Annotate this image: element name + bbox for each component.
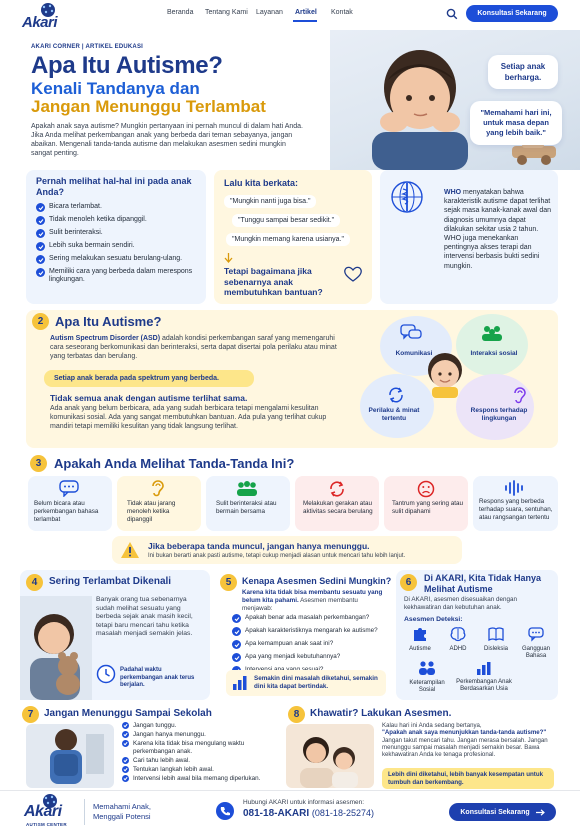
list-item-label: Apakah benar ada masalah perkembangan?: [245, 614, 370, 621]
section8-p1: Kalau hari ini Anda sedang bertanya,: [382, 722, 482, 729]
list-item-label: Apa yang menjadi kebutuhannya?: [245, 653, 341, 660]
assessment-item: [478, 626, 514, 652]
puzzle-icon: [412, 626, 428, 642]
check-icon: [122, 722, 129, 729]
check-icon: [36, 242, 45, 251]
list-item: [232, 640, 387, 649]
section8-body: [382, 722, 554, 758]
page-subtitle-1: Kenali Tandanya dan: [31, 79, 200, 98]
list-item-label: Cari tahu lebih awal.: [133, 756, 191, 764]
hero-bubble-precious: Setiap anak berharga.: [488, 55, 558, 89]
child-illustration: [350, 36, 490, 170]
check-icon: [36, 255, 45, 264]
check-icon: [36, 229, 45, 238]
nav-consult-button[interactable]: [466, 5, 558, 22]
list-item-label: Memiliki cara yang berbeda dalam merespons lingkungan.: [49, 268, 193, 283]
top-nav: [0, 0, 580, 30]
list-item: [36, 216, 201, 225]
section-5: [214, 570, 392, 700]
list-item: [36, 203, 201, 212]
section7-list: [122, 722, 278, 785]
signs-card: [26, 170, 206, 304]
footer-phone-number: 081-18-AKARI: [243, 808, 310, 819]
sign-label: Belum bicara atau perkembangan bahasa terlambat: [34, 500, 99, 523]
search-icon[interactable]: [446, 8, 458, 20]
list-item: [122, 722, 278, 729]
list-item: [122, 740, 278, 754]
phone-icon: [220, 806, 230, 816]
section5-lead-rest: Asesmen membantu menjawab:: [242, 596, 358, 612]
list-item: [232, 627, 387, 636]
check-icon: [232, 614, 241, 623]
section5-lead: [242, 589, 387, 612]
who-logo-icon: [390, 180, 424, 214]
list-item: [122, 766, 278, 773]
section-title: Di AKARI, Kita Tidak Hanya Melihat Autisme: [424, 573, 542, 594]
hero-eyebrow: AKARI CORNER | ARTIKEL EDUKASI: [31, 44, 144, 50]
footer-phone-alt: (081-18-25274): [311, 808, 374, 818]
repeat-icon: [387, 386, 405, 404]
nav-link-layanan[interactable]: Layanan: [256, 9, 283, 16]
nav-consult-label: Konsultasi Sekarang: [477, 10, 547, 17]
footer-consult-label: Konsultasi Sekarang: [460, 808, 530, 816]
sign-tile: [117, 476, 201, 531]
who-card: [380, 170, 558, 304]
list-item: [36, 268, 201, 284]
check-icon: [122, 766, 129, 773]
brain-icon: [450, 626, 466, 642]
page-subtitle-2: Jangan Menunggu Terlambat: [31, 97, 266, 116]
assessment-item: [454, 660, 514, 693]
section5-lead-bold: Karena kita tidak bisa membantu sesuatu yang belum kita pahami.: [242, 589, 383, 604]
warning-icon: [120, 541, 140, 559]
ear-icon: [512, 386, 528, 404]
list-item-label: Tentukan langkah lebih awal.: [133, 766, 214, 774]
section5-note-box: [226, 670, 386, 696]
assessment-label: Keterampilan Sosial: [409, 680, 445, 693]
asd-definition: [50, 334, 340, 361]
assessment-item: [516, 626, 556, 660]
assessment-item: [402, 626, 438, 652]
list-item: [36, 229, 201, 238]
assessment-label: ADHD: [449, 646, 467, 652]
footer-brand-sub: AUTISM CENTER: [26, 822, 67, 827]
list-item: [122, 757, 278, 764]
list-item: [232, 653, 387, 662]
clock-icon: [96, 664, 116, 684]
check-icon: [36, 268, 45, 277]
assessment-label: Disleksia: [483, 646, 508, 652]
spectrum-highlight: Setiap anak berada pada spektrum yang berbeda.: [44, 370, 254, 387]
section-title: Sering Terlambat Dikenali: [49, 576, 172, 587]
circle-label: Interaksi sosial: [470, 350, 518, 357]
section-number: 8: [288, 706, 305, 723]
list-item: [232, 614, 387, 623]
list-item-label: Bicara terlambat.: [49, 203, 102, 210]
circle-label: Respons terhadap lingkungan: [470, 407, 528, 422]
nav-link-tentang[interactable]: Tentang Kami: [205, 9, 248, 16]
nav-link-beranda[interactable]: Beranda: [167, 9, 194, 16]
section-number: 7: [22, 706, 39, 723]
quote-item: "Mungkin nanti juga bisa.": [224, 195, 316, 208]
nav-link-artikel[interactable]: Artikel: [295, 9, 317, 16]
check-icon: [36, 203, 45, 212]
arrow-down-icon: [224, 253, 233, 263]
section5-note: Semakin dini masalah diketahui, semakin dini kita dapat bertindak.: [254, 675, 378, 690]
quote-item: "Tunggu sampai besar sedikit.": [232, 214, 340, 227]
section-2: [26, 310, 558, 448]
check-icon: [36, 216, 45, 225]
check-icon: [122, 731, 129, 738]
brand-logo[interactable]: [22, 4, 72, 32]
circle-label: Perilaku & minat tertentu: [368, 407, 420, 422]
sign-label: Sulit berinteraksi atau bermain bersama: [216, 500, 277, 515]
brand-name: Akari: [22, 14, 58, 31]
assessment-label: Gangguan Bahasa: [521, 646, 551, 659]
footer-phone[interactable]: [243, 808, 374, 819]
section8-note: Lebih dini diketahui, lebih banyak kesempatan untuk tumbuh dan berkembang.: [382, 768, 554, 789]
sign-label: Tantrum yang sering atau sulit dipahami: [392, 500, 464, 515]
sign-label: Melakukan gerakan atau aktivitas secara berulang: [303, 500, 373, 515]
child-with-teddy-illustration: [20, 596, 92, 700]
list-item: [36, 242, 201, 251]
chat-bubbles-icon: [400, 324, 422, 342]
list-item-label: Karena kita tidak bisa mengulang waktu perkembangan anak.: [133, 740, 245, 755]
section-7: [20, 704, 282, 788]
chart-icon: [476, 660, 492, 676]
hero-bubble-quote: "Memahami hari ini, untuk masa depan yang lebih baik.": [470, 101, 562, 145]
section-number: 2: [32, 313, 49, 330]
section4-text: Banyak orang tua sebenarnya sudah melihat sesuatu yang berbeda sejak anak masih kecil, tetapi baru mencari tahu ketika masalah menjadi semakin jelas.: [96, 596, 193, 638]
sign-label: Tidak atau jarang menoleh ketika dipanggil: [127, 500, 176, 523]
section-title: Khawatir? Lakukan Asesmen.: [310, 708, 452, 719]
people-icon: [418, 660, 436, 676]
assessment-label: Autisme: [409, 646, 431, 652]
list-item-label: Apa kemampuan anak saat ini?: [245, 640, 334, 647]
check-icon: [122, 757, 129, 764]
check-icon: [122, 775, 129, 782]
hero-intro: Apakah anak saya autisme? Mungkin pertanyaan ini pernah muncul di dalam hati Anda. Jika Anda melihat perkembangan anak yang berbeda dari teman sebayanya, jangan abaikan. Mengenali tanda-tanda autisme dan melakukan asesmen sedini mungkin sangat penting.: [31, 123, 304, 157]
sign-tile: [206, 476, 290, 531]
subsection-text: Ada anak yang belum berbicara, ada yang sudah berbicara tetapi mengalami kesulitan komunikasi sosial. Ada yang sangat membutuhkan bantuan. Ada pula yang terlihat cukup mandiri tetapi memiliki kesulitan yang tidak langsung terlihat.: [50, 405, 327, 430]
signs-list: [36, 203, 201, 287]
phone-icon-circle: [216, 802, 234, 820]
list-item-label: Sulit berinteraksi.: [49, 229, 103, 236]
sound-icon: [504, 480, 526, 496]
check-icon: [122, 740, 129, 747]
check-icon: [232, 653, 241, 662]
page-title: Apa Itu Autisme?: [31, 52, 223, 79]
section-number: 6: [400, 574, 417, 591]
nav-link-kontak[interactable]: Kontak: [331, 9, 353, 16]
section-number: 5: [220, 574, 237, 591]
assessment-label: Perkembangan Anak Berdasarkan Usia: [456, 679, 512, 692]
who-org: WHO: [444, 189, 462, 196]
list-item-label: Jangan hanya menunggu.: [133, 731, 206, 739]
section-6: [396, 570, 558, 700]
list-item-label: Intervensi lebih awal bila memang diperlukan.: [133, 775, 261, 783]
check-icon: [232, 640, 241, 649]
list-item-label: Apakah karakteristiknya mengarah ke autisme?: [245, 627, 378, 634]
heart-icon: [344, 266, 362, 282]
sign-tile: [384, 476, 468, 531]
list-item-label: Sering melakukan sesuatu berulang-ulang.: [49, 255, 183, 262]
group-icon: [236, 480, 258, 497]
nav-active-underline: [293, 20, 317, 22]
quotes-card-question: Tetapi bagaimana jika sebenarnya anak membutuhkan bantuan?: [224, 266, 323, 297]
section6-text: Di AKARI, asesmen disesuaikan dengan kekhawatiran dan kebutuhan anak.: [404, 596, 518, 611]
subsection-title: Tidak semua anak dengan autisme terlihat sama.: [50, 393, 248, 403]
list-item: [122, 775, 278, 782]
check-icon: [232, 627, 241, 636]
footer-brand[interactable]: [22, 793, 78, 831]
arrow-right-icon: [536, 809, 545, 816]
section-title: Apakah Anda Melihat Tanda-Tanda Ini?: [54, 456, 295, 471]
hero-photo: [330, 30, 580, 170]
bar-chart-icon: [232, 675, 248, 691]
circle-label: Komunikasi: [395, 350, 433, 357]
footer: [0, 790, 580, 832]
who-text: [444, 188, 552, 271]
warning-title: Jika beberapa tanda muncul, jangan hanya menunggu.: [148, 541, 370, 551]
section6-list-title: Asesmen Deteksi:: [404, 616, 463, 623]
footer-divider: [84, 799, 85, 825]
section-title: Jangan Menunggu Sampai Sekolah: [44, 708, 212, 719]
child-face-illustration: [422, 350, 468, 398]
section-4: [20, 570, 210, 700]
quote-item: "Mungkin memang karena usianya.": [226, 233, 350, 246]
book-icon: [488, 626, 504, 642]
repeat-icon: [328, 480, 346, 498]
footer-contact-label: Hubungi AKARI untuk informasi asesmen:: [243, 799, 365, 806]
sign-tile: [295, 476, 379, 531]
list-item: [122, 731, 278, 738]
section-title: Apa Itu Autisme?: [55, 314, 162, 329]
section-title: Kenapa Asesmen Sedini Mungkin?: [242, 576, 392, 586]
list-item: [36, 255, 201, 264]
sign-label: Respons yang berbeda terhadap suara, sentuhan, atau rangsangan tertentu: [479, 498, 553, 521]
who-body: menyatakan bahwa karakteristik autisme dapat terlihat sejak masa kanak-kanak awal dan diagnosis umumnya dapat dilakukan sekitar usia 2 tahun. WHO juga menekankan pentingnya akses terapi dan intervensi berbasis bukti sedini mungkin.: [444, 189, 552, 270]
section8-p2: "Apakah anak saya menunjukkan tanda-tanda autisme?": [382, 729, 547, 737]
warning-banner: [112, 536, 462, 564]
footer-tagline-1: Memahami Anak,: [93, 802, 151, 811]
section-8: [286, 704, 558, 788]
sign-tile: [28, 476, 112, 531]
section-number: 3: [30, 455, 47, 472]
child-backpack-illustration: [26, 724, 114, 788]
section4-note: Padahal waktu perkembangan anak terus berjalan.: [120, 667, 195, 688]
quotes-card: [214, 170, 372, 304]
footer-brand-name: Akari: [24, 803, 62, 820]
speech-icon: [528, 626, 544, 642]
ear-icon: [150, 479, 166, 498]
warning-text: Ini bukan berarti anak pasti autisme, tetapi cukup menjadi alasan untuk mencari tahu lebih lanjut.: [148, 553, 406, 559]
footer-tagline-2: Menggali Potensi: [93, 812, 151, 821]
list-item-label: Tidak menoleh ketika dipanggil.: [49, 216, 147, 223]
chat-icon: [59, 480, 79, 497]
asd-desc: adalah kondisi perkembangan saraf yang memengaruhi cara seseorang berkomunikasi dan berinteraksi, serta dapat disertai pola perilaku atau minat yang terbatas dan berulang.: [50, 335, 337, 360]
assessment-item: [440, 626, 476, 652]
list-item-label: Lebih suka bermain sendiri.: [49, 242, 135, 249]
group-icon: [481, 324, 503, 342]
sign-tile: [473, 476, 558, 531]
section-number: 4: [26, 574, 43, 591]
section8-p3: Jangan takut mencari tahu. Jangan merasa bersalah. Jangan menunggu sampai masalah menjadi semakin besar. Bawa kekhawatiran Anda ke tenaga profesional.: [382, 736, 548, 759]
mother-child-illustration: [286, 724, 374, 788]
asd-term: Autism Spectrum Disorder (ASD): [50, 335, 161, 342]
assessment-item: [402, 660, 452, 694]
signs-card-title: Pernah melihat hal-hal ini pada anak Anda?: [36, 176, 192, 197]
footer-consult-button[interactable]: [449, 803, 556, 821]
frown-icon: [417, 480, 435, 498]
quotes-card-title: Lalu kita berkata:: [224, 178, 299, 188]
list-item-label: Jangan tunggu.: [133, 722, 177, 729]
section5-list: [232, 614, 387, 678]
